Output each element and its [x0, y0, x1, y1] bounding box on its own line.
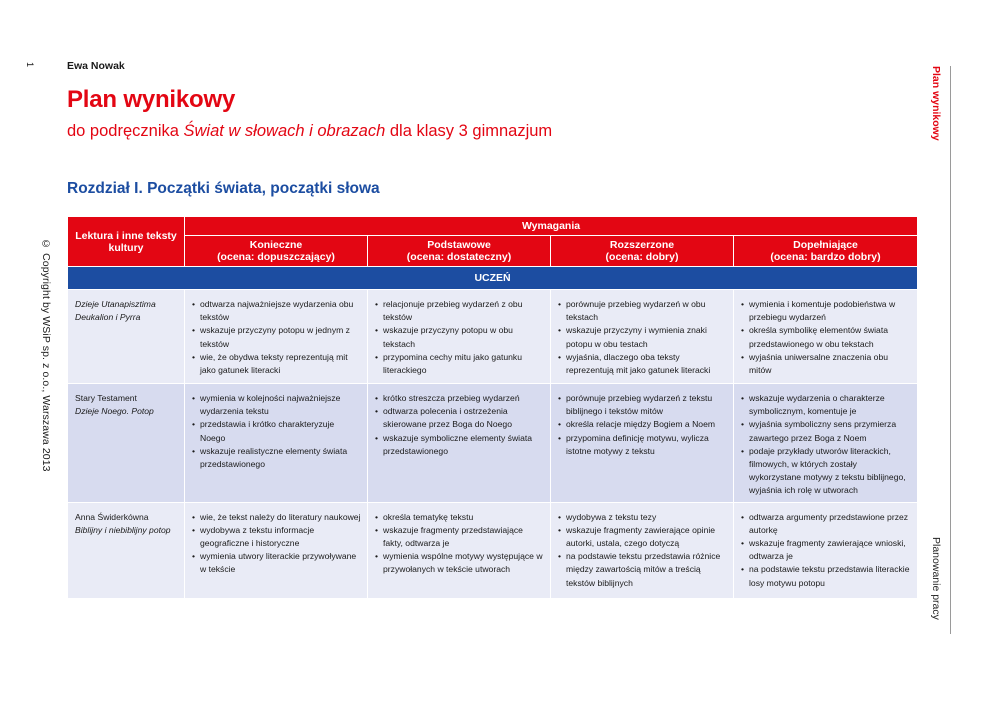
requirement-cell: [734, 290, 918, 384]
lit-line: Dzieje Utanapisztima: [75, 299, 156, 309]
requirement-list: [741, 298, 911, 377]
student-band: UCZEŃ: [68, 267, 918, 290]
requirement-list: [741, 511, 911, 590]
requirement-item: • odtwarza najważniejsze wydarzenia obu tekstów: [192, 298, 361, 324]
requirement-item: • wskazuje fragmenty przedstawiające fakty, odtwarza je: [375, 524, 544, 550]
requirement-item: • wymienia w kolejności najważniejsze wydarzenia tekstu: [192, 392, 361, 418]
header-level-2: [368, 236, 551, 267]
level-name: Dopełniające: [793, 239, 858, 251]
requirement-item: • wskazuje fragmenty zawierające opinie autorki, ustala, czego dotyczą: [558, 524, 727, 550]
requirement-item: • wie, że tekst należy do literatury naukowej: [192, 511, 361, 524]
requirement-cell: [185, 502, 368, 598]
requirement-item: • porównuje przebieg wydarzeń z tekstu biblijnego i tekstów mitów: [558, 392, 727, 418]
requirement-list: [375, 511, 544, 577]
requirement-item: • wie, że obydwa teksty reprezentują mit jako gatunek literacki: [192, 351, 361, 377]
requirement-item: • wskazuje przyczyny potopu w obu tekstach: [375, 324, 544, 350]
requirement-cell: [368, 502, 551, 598]
header-level-1: [185, 236, 368, 267]
requirement-list: [558, 511, 727, 590]
requirement-item: • wskazuje przyczyny i wymienia znaki potopu w obu testach: [558, 324, 727, 350]
requirement-cell: [185, 290, 368, 384]
side-rule: [950, 66, 951, 634]
requirement-cell: [734, 384, 918, 503]
table-row: [68, 290, 918, 384]
requirement-list: [558, 298, 727, 377]
requirement-cell: [551, 502, 734, 598]
lit-cell: [68, 502, 185, 598]
requirement-item: • wyjaśnia, dlaczego oba teksty reprezentują mit jako gatunek literacki: [558, 351, 727, 377]
header-requirements: Wymagania: [185, 217, 918, 236]
requirements-table: [67, 216, 918, 599]
requirement-item: • wskazuje przyczyny potopu w jednym z tekstów: [192, 324, 361, 350]
requirement-item: • wskazuje wydarzenia o charakterze symbolicznym, komentuje je: [741, 392, 911, 418]
requirement-item: • wydobywa z tekstu tezy: [558, 511, 727, 524]
table-row: [68, 502, 918, 598]
page-number: 1: [25, 62, 35, 68]
requirement-cell: [368, 290, 551, 384]
requirement-item: • na podstawie tekstu przedstawia literackie losy motywu potopu: [741, 563, 911, 589]
requirement-item: • wymienia wspólne motywy występujące w przywołanych w tekście utworach: [375, 550, 544, 576]
requirement-list: [192, 392, 361, 471]
level-grade: (ocena: dostateczny): [406, 251, 512, 263]
requirement-item: • odtwarza argumenty przedstawione przez autorkę: [741, 511, 911, 537]
level-grade: (ocena: dobry): [605, 251, 679, 263]
header-lit: Lektura i inne teksty kultury: [68, 217, 185, 267]
requirement-item: • porównuje przebieg wydarzeń w obu tekstach: [558, 298, 727, 324]
author-name: Ewa Nowak: [67, 60, 125, 72]
header-level-3: [551, 236, 734, 267]
requirement-cell: [734, 502, 918, 598]
requirement-cell: [551, 290, 734, 384]
requirement-item: • krótko streszcza przebieg wydarzeń: [375, 392, 544, 405]
requirement-item: • wyjaśnia symboliczny sens przymierza zawartego przez Boga z Noem: [741, 418, 911, 444]
page-title: Plan wynikowy: [67, 86, 236, 113]
table-body: [68, 290, 918, 599]
requirement-list: [375, 392, 544, 458]
side-label-category: Planowanie pracy: [930, 537, 942, 620]
page-subtitle: [67, 122, 552, 141]
requirement-item: • podaje przykłady utworów literackich, filmowych, w których zostały wykorzystane motywy z tekstu biblijnego, wyjaśnia ich rolę w utworach: [741, 445, 911, 498]
requirement-item: • przypomina definicję motywu, wylicza istotne motywy z tekstu: [558, 432, 727, 458]
lit-line: Deukalion i Pyrra: [75, 312, 141, 323]
lit-line: Biblijny i niebiblijny potop: [75, 524, 171, 535]
requirement-item: • wskazuje symboliczne elementy świata przedstawionego: [375, 432, 544, 458]
level-name: Konieczne: [249, 239, 303, 251]
requirement-list: [192, 298, 361, 377]
requirement-item: • określa relacje między Bogiem a Noem: [558, 418, 727, 431]
subtitle-after: dla klasy 3 gimnazjum: [385, 122, 553, 140]
subtitle-before: do podręcznika: [67, 122, 184, 140]
requirement-cell: [185, 384, 368, 503]
requirement-cell: [551, 384, 734, 503]
subtitle-book-title: Świat w słowach i obrazach: [183, 122, 386, 140]
requirement-list: [192, 511, 361, 577]
requirement-item: • wymienia utwory literackie przywoływane w tekście: [192, 550, 361, 576]
lit-cell: [68, 290, 185, 384]
requirement-cell: [368, 384, 551, 503]
side-label-section: Plan wynikowy: [930, 66, 942, 141]
level-name: Podstawowe: [427, 239, 491, 251]
requirement-item: • relacjonuje przebieg wydarzeń z obu tekstów: [375, 298, 544, 324]
requirement-item: • określa tematykę tekstu: [375, 511, 544, 524]
header-level-4: [734, 236, 918, 267]
requirement-item: • wskazuje realistyczne elementy świata przedstawionego: [192, 445, 361, 471]
requirement-list: [558, 392, 727, 458]
requirement-item: • odtwarza polecenia i ostrzeżenia skierowane przez Boga do Noego: [375, 405, 544, 431]
requirement-item: • wskazuje fragmenty zawierające wnioski, odtwarza je: [741, 537, 911, 563]
requirement-item: • wydobywa z tekstu informacje geograficzne i historyczne: [192, 524, 361, 550]
requirement-item: • przedstawia i krótko charakteryzuje Noego: [192, 418, 361, 444]
requirement-item: • wymienia i komentuje podobieństwa w przebiegu wydarzeń: [741, 298, 911, 324]
lit-line: Stary Testament: [75, 393, 137, 403]
level-grade: (ocena: dopuszczający): [217, 251, 335, 263]
lit-line: Anna Świderkówna: [75, 511, 149, 522]
lit-line: Dzieje Noego. Potop: [75, 406, 154, 417]
copyright-notice: © Copyright by WSiP sp. z o.o., Warszawa 2013: [40, 238, 52, 472]
requirement-item: • określa symbolikę elementów świata przedstawionego w obu tekstach: [741, 324, 911, 350]
requirement-list: [375, 298, 544, 377]
requirement-list: [741, 392, 911, 498]
level-grade: (ocena: bardzo dobry): [770, 251, 881, 263]
requirement-item: • wyjaśnia uniwersalne znaczenia obu mitów: [741, 351, 911, 377]
level-name: Rozszerzone: [609, 239, 675, 251]
requirement-item: • na podstawie tekstu przedstawia różnice między zawartością mitów a treścią tekstów biblijnych: [558, 550, 727, 590]
table-row: [68, 384, 918, 503]
requirement-item: • przypomina cechy mitu jako gatunku literackiego: [375, 351, 544, 377]
chapter-heading: Rozdział I. Początki świata, początki słowa: [67, 180, 380, 197]
lit-cell: [68, 384, 185, 503]
